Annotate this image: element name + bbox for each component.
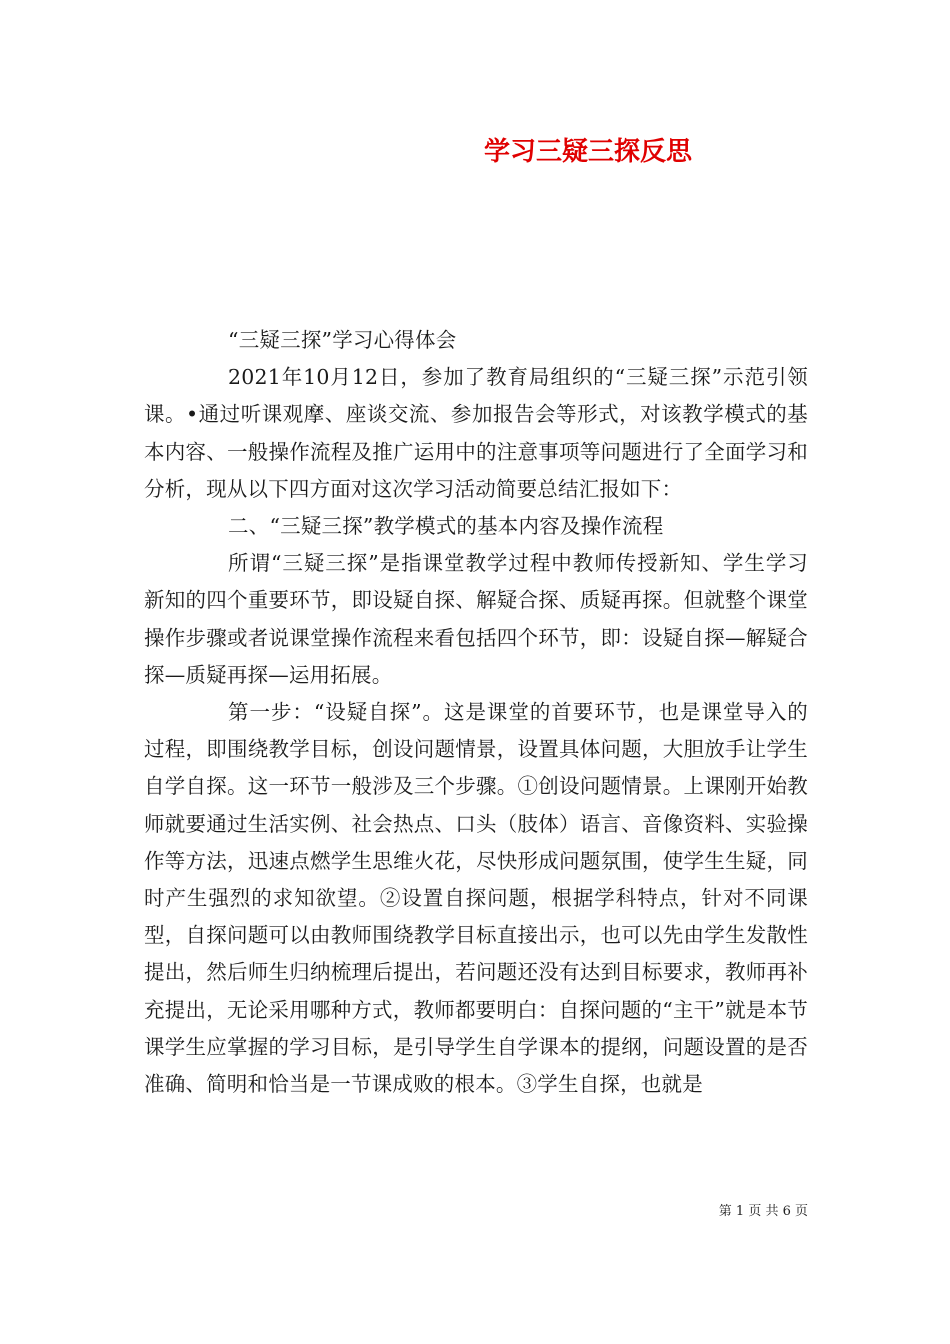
paragraph: 所谓“三疑三探”是指课堂教学过程中教师传授新知、学生学习新知的四个重要环节，即设疑自探、解疑合探、质疑再探。但就整个课堂操作步骤或者说课堂操作流程来看包括四个环节，即：设疑自探—解疑合探—质疑再探—运用拓展。 [144, 551, 808, 687]
paragraph: 第一步：“设疑自探”。这是课堂的首要环节，也是课堂导入的过程，即围绕教学目标，创设问题情景，设置具体问题，大胆放手让学生自学自探。这一环节一般涉及三个步骤。①创设问题情景。上课刚开始教师就要通过生活实例、社会热点、口头（肢体）语言、音像资料、实验操作等方法，迅速点燃学生思维火花，尽快形成问题氛围，使学生生疑，同时产生强烈的求知欲望。②设置自探问题，根据学科特点，针对不同课型，自探问题可以由教师围绕教学目标直接出示，也可以先由学生发散性提出，然后师生归纳梳理后提出，若问题还没有达到目标要求，教师再补充提出，无论采用哪种方式，教师都要明白：自探问题的“主干”就是本节课学生应掌握的学习目标，是引导学生自学课本的提纲，问题设置的是否准确、简明和恰当是一节课成败的根本。③学生自探，也就是 [144, 700, 808, 1097]
paragraph-heading: “三疑三探”学习心得体会 [228, 328, 457, 352]
page-number-footer: 第 1 页 共 6 页 [718, 1204, 808, 1219]
body-text [144, 322, 808, 1103]
paragraph-section-heading: 二、“三疑三探”教学模式的基本内容及操作流程 [228, 514, 664, 539]
page-title: 学习三疑三探反思 [484, 137, 693, 167]
paragraph: 2021年10月12日，参加了教育局组织的“三疑三探”示范引领课。•通过听课观摩、座谈交流、参加报告会等形式，对该教学模式的基本内容、一般操作流程及推广运用中的注意事项等问题进行了全面学习和分析，现从以下四方面对这次学习活动简要总结汇报如下： [144, 365, 808, 501]
